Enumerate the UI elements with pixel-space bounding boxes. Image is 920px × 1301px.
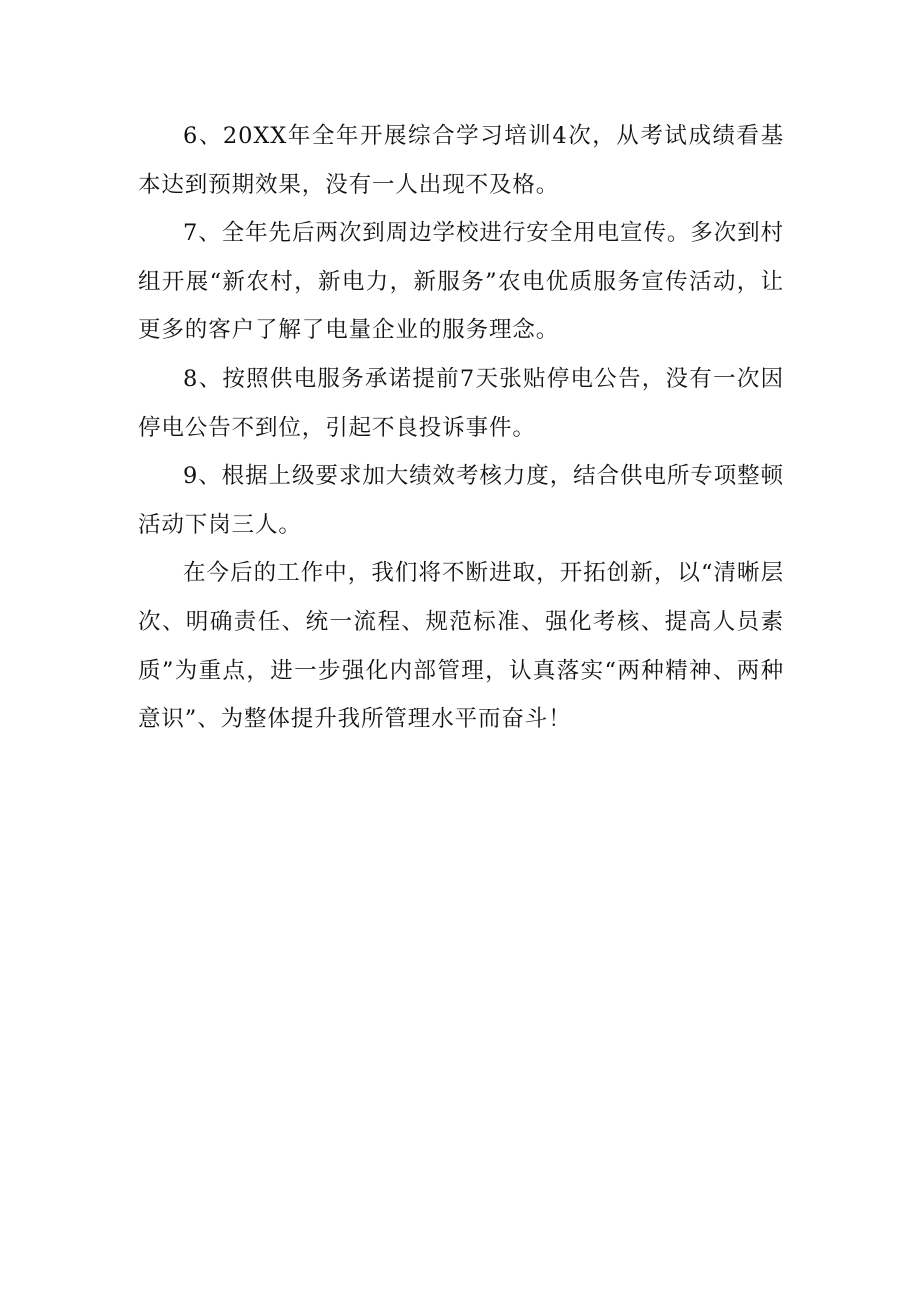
paragraph-item-9: 9、根据上级要求加大绩效考核力度，结合供电所专项整顿活动下岗三人。 <box>138 463 784 538</box>
paragraph-item-7: 7、全年先后两次到周边学校进行安全用电宣传。多次到村组开展“新农村，新电力，新服务”农电优质服务宣传活动，让更多的客户了解了电量企业的服务理念。 <box>138 220 784 344</box>
paragraph-item-8: 8、按照供电服务承诺提前7天张贴停电公告，没有一次因停电公告不到位，引起不良投诉事件。 <box>138 365 784 441</box>
document-body <box>138 112 784 744</box>
paragraph-item-6: 6、20XX年全年开展综合学习培训4次，从考试成绩看基本达到预期效果，没有一人出现不及格。 <box>138 123 784 198</box>
paragraph-conclusion: 在今后的工作中，我们将不断进取，开拓创新，以“清晰层次、明确责任、统一流程、规范标准、强化考核、提高人员素质”为重点，进一步强化内部管理，认真落实“两种精神、两种意识”、为整体提升我所管理水平而奋斗！ <box>138 560 784 733</box>
